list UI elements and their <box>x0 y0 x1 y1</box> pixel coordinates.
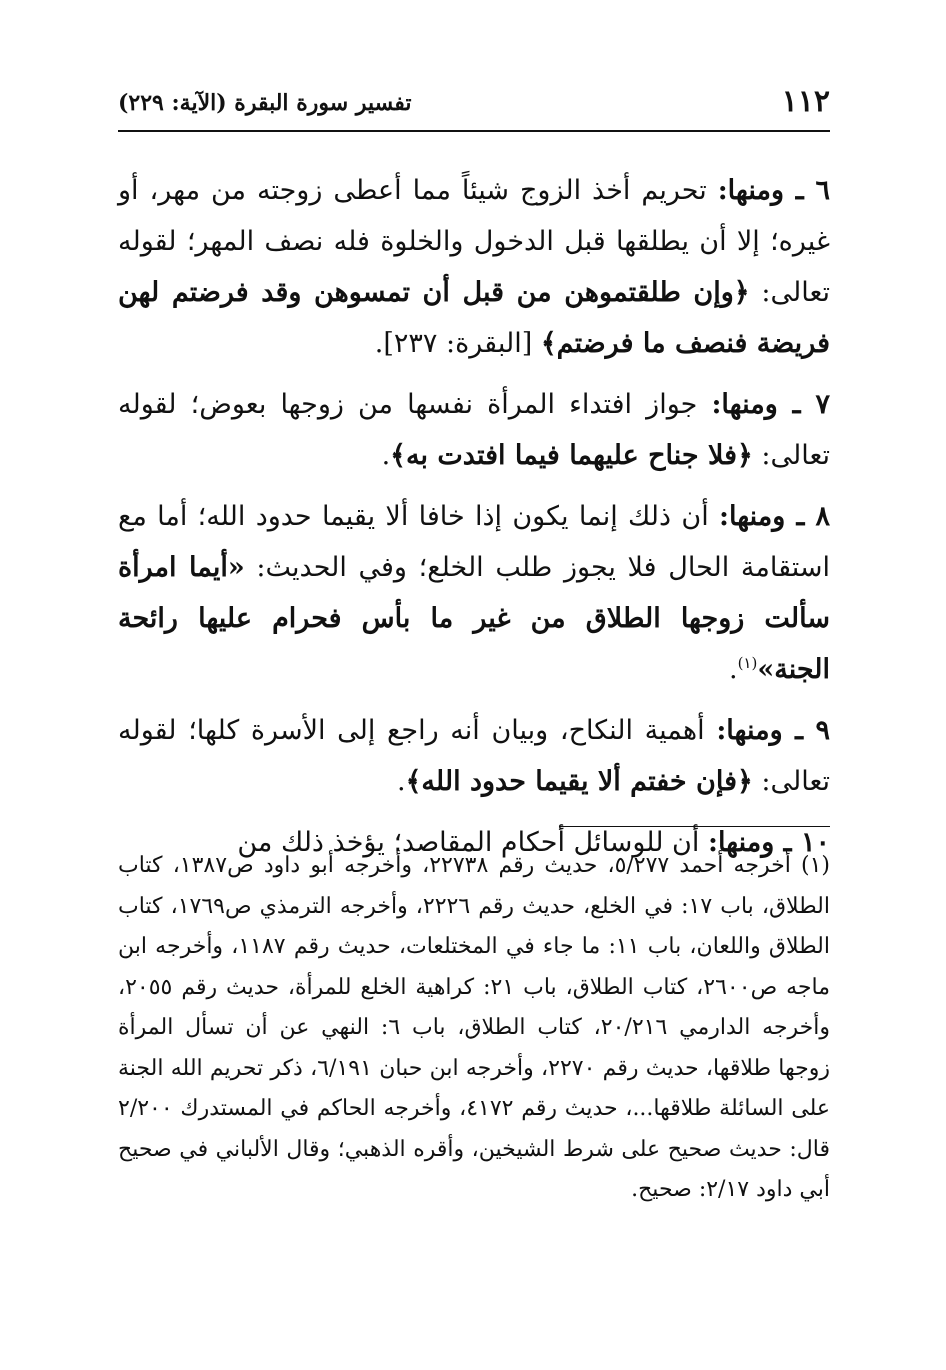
footnote-ref[interactable]: (١) <box>737 654 758 672</box>
paragraph-end: . <box>381 440 391 471</box>
paragraph-text: أن للوسائل أحكام المقاصد؛ يؤخذ ذلك من <box>237 827 708 858</box>
running-title: تفسير سورة البقرة (الآية: ٢٢٩) <box>118 90 412 116</box>
quran-quote: ﴿فإن خفتم ألا يقيما حدود الله﴾ <box>405 766 753 797</box>
paragraph-label: ٧ ـ ومنها: <box>711 389 831 420</box>
page-header <box>118 84 830 124</box>
paragraph-text: تحريم أخذ الزوج شيئاً مما أعطى زوجته من مهر، أو غيره؛ إلا أن يطلقها قبل الدخول والخلوة فله نصف المهر؛ لقوله تعالى: <box>118 175 830 308</box>
quote-reference: [البقرة: ٢٣٧]. <box>374 328 541 359</box>
paragraph-7 <box>118 379 830 481</box>
paragraph-text: أن ذلك إنما يكون إذا خافا ألا يقيما حدود الله؛ أما مع استقامة الحال فلا يجوز طلب الخلع؛ وفي الحديث: <box>118 501 831 583</box>
paragraph-end: . <box>728 654 738 685</box>
footnote <box>118 846 830 1211</box>
hadith-quote: «أيما امرأة سألت زوجها الطلاق من غير ما بأس فحرام عليها رائحة الجنة» <box>118 552 830 685</box>
quran-quote: ﴿فلا جناح عليهما فيما افتدت به﴾ <box>390 440 753 471</box>
paragraph-end: . <box>397 766 406 797</box>
page-number: ١١٢ <box>781 84 830 119</box>
paragraph-label: ٨ ـ ومنها: <box>719 501 830 532</box>
main-text <box>118 165 830 878</box>
paragraph-text: جواز افتداء المرأة نفسها من زوجها بعوض؛ لقوله تعالى: <box>118 389 830 471</box>
quran-quote: ﴿وإن طلقتموهن من قبل أن تمسوهن وقد فرضتم لهن فريضة فنصف ما فرضتم﴾ <box>118 277 830 359</box>
paragraph-6 <box>118 165 830 369</box>
paragraph-9 <box>118 705 830 807</box>
paragraph-label: ٦ ـ ومنها: <box>717 175 830 206</box>
footnote-marker: (١) <box>800 853 830 878</box>
paragraph-8 <box>118 491 830 695</box>
header-rule <box>118 130 830 132</box>
footnote-rule <box>560 826 830 827</box>
paragraph-label: ٩ ـ ومنها: <box>716 715 830 746</box>
paragraph-text: أهمية النكاح، وبيان أنه راجع إلى الأسرة كلها؛ لقوله تعالى: <box>118 715 830 797</box>
paragraph-label: ١٠ ـ ومنها: <box>707 827 830 858</box>
footnote-text: أخرجه أحمد ٥/٢٧٧، حديث رقم ٢٢٧٣٨، وأخرجه أبو داود ص١٣٨٧، كتاب الطلاق، باب ١٧: في الخلع، حديث رقم ٢٢٢٦، وأخرجه الترمذي ص١٧٦٩، كتاب الطلاق واللعان، باب ١١: ما جاء في المختلعات، حديث رقم ١١٨٧، وأخرجه ابن ماجه ص٢٦٠٠، كتاب الطلاق، باب ٢١: كراهية الخلع للمرأة، حديث رقم ٢٠٥٥، وأخرجه الدارمي ٢٠/٢١٦، كتاب الطلاق، باب ٦: النهي عن أن تسأل المرأة زوجها طلاقها، حديث رقم ٢٢٧٠، وأخرجه ابن حبان ٦/١٩١، ذكر تحريم الله الجنة على السائلة طلاقها...، حديث رقم ٤١٧٢، وأخرجه الحاكم في المستدرك ٢/٢٠٠ قال: حديث صحيح على شرط الشيخين، وأقره الذهبي؛ وقال الألباني في صحيح أبي داود ٢/١٧: صحيح. <box>118 853 831 1202</box>
